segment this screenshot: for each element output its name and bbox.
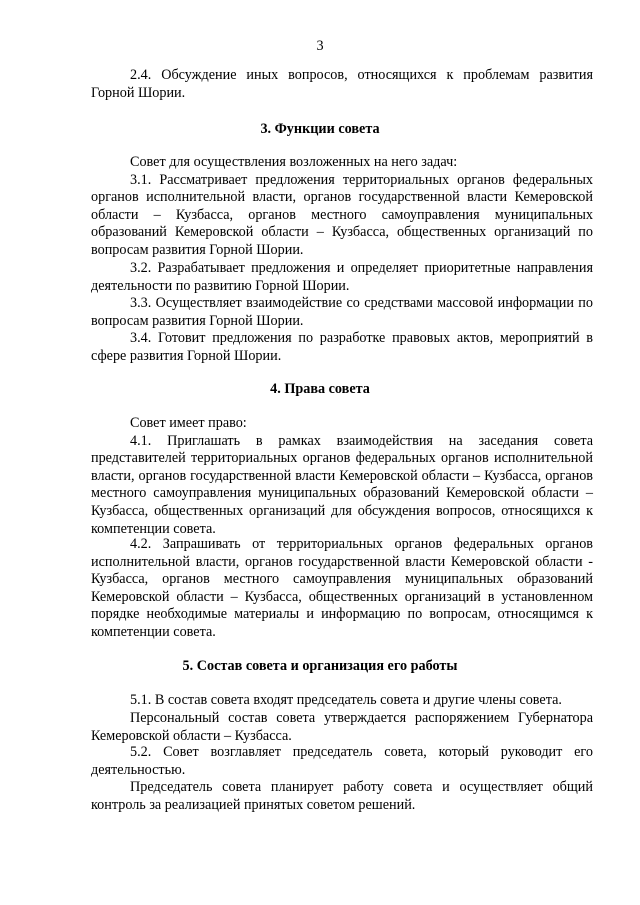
paragraph-text: 5.1. В состав совета входят председатель совета и другие члены совета. [130, 692, 562, 708]
paragraph-2-4 [91, 67, 593, 102]
section-5-title: 5. Состав совета и организация его работы [182, 658, 458, 674]
paragraph-text: 3.3. Осуществляет взаимодействие со средствами массовой информации по вопросам развития Горной Шории. [91, 295, 593, 329]
paragraph-text: 3.2. Разрабатывает предложения и определяет приоритетные направления деятельности по развитию Горной Шории. [91, 260, 593, 294]
paragraph-text: Персональный состав совета утверждается распоряжением Губернатора Кемеровской области – Кузбасса. [91, 710, 593, 744]
page-number: 3 [316, 38, 324, 54]
paragraph-text: 3.4. Готовит предложения по разработке правовых актов, мероприятий в сфере развития Горной Шории. [91, 330, 593, 364]
section-4-intro [91, 415, 593, 433]
paragraph-3-2 [91, 260, 593, 295]
paragraph-text: 4.1. Приглашать в рамках взаимодействия на заседания совета представителей территориальных органов федеральных органов исполнительной власти, органов государственной власти Кемеровской области – Кузбасса, органов местного самоуправления муниципальных образований Кемеровской области – Кузбасса, общественных организаций для обсуждения вопросов, относящихся к компетенции совета. [91, 432, 593, 537]
paragraph-text: 5.2. Совет возглавляет председатель совета, который руководит его деятельностью. [91, 744, 593, 778]
paragraph-text: 4.2. Запрашивать от территориальных органов федеральных органов исполнительной власти, органов государственной власти Кемеровской области - Кузбасса, органов местного самоуправления муниципальных образований Кемеровской области – Кузбасса, общественных организаций в установленном порядке необходимые материалы и информацию по вопросам, относящимся к компетенции совета. [91, 536, 593, 640]
paragraph-5-1-cont [91, 710, 593, 745]
paragraph-text: Председатель совета планирует работу совета и осуществляет общий контроль за реализацией принятых советом решений. [91, 779, 593, 813]
paragraph-5-2 [91, 744, 593, 779]
paragraph-4-2 [91, 536, 593, 642]
paragraph-3-4 [91, 330, 593, 365]
paragraph-text: Совет имеет право: [130, 415, 247, 431]
paragraph-3-1 [91, 172, 593, 260]
paragraph-text: Совет для осуществления возложенных на него задач: [130, 154, 458, 170]
paragraph-text: 2.4. Обсуждение иных вопросов, относящихся к проблемам развития Горной Шории. [91, 67, 593, 101]
paragraph-5-1 [91, 692, 593, 710]
paragraph-4-1 [91, 433, 593, 539]
paragraph-3-3 [91, 295, 593, 330]
paragraph-5-2-cont [91, 779, 593, 814]
paragraph-text: 3.1. Рассматривает предложения территориальных органов федеральных органов исполнительной власти, органов государственной власти Кемеровской области – Кузбасса, органов местного самоуправления муниципальных образований Кемеровской области – Кузбасса, общественных организаций по вопросам развития Горной Шории. [91, 171, 593, 258]
section-3-intro [91, 154, 593, 172]
section-4-title: 4. Права совета [270, 381, 370, 397]
section-3-title: 3. Функции совета [260, 121, 380, 137]
